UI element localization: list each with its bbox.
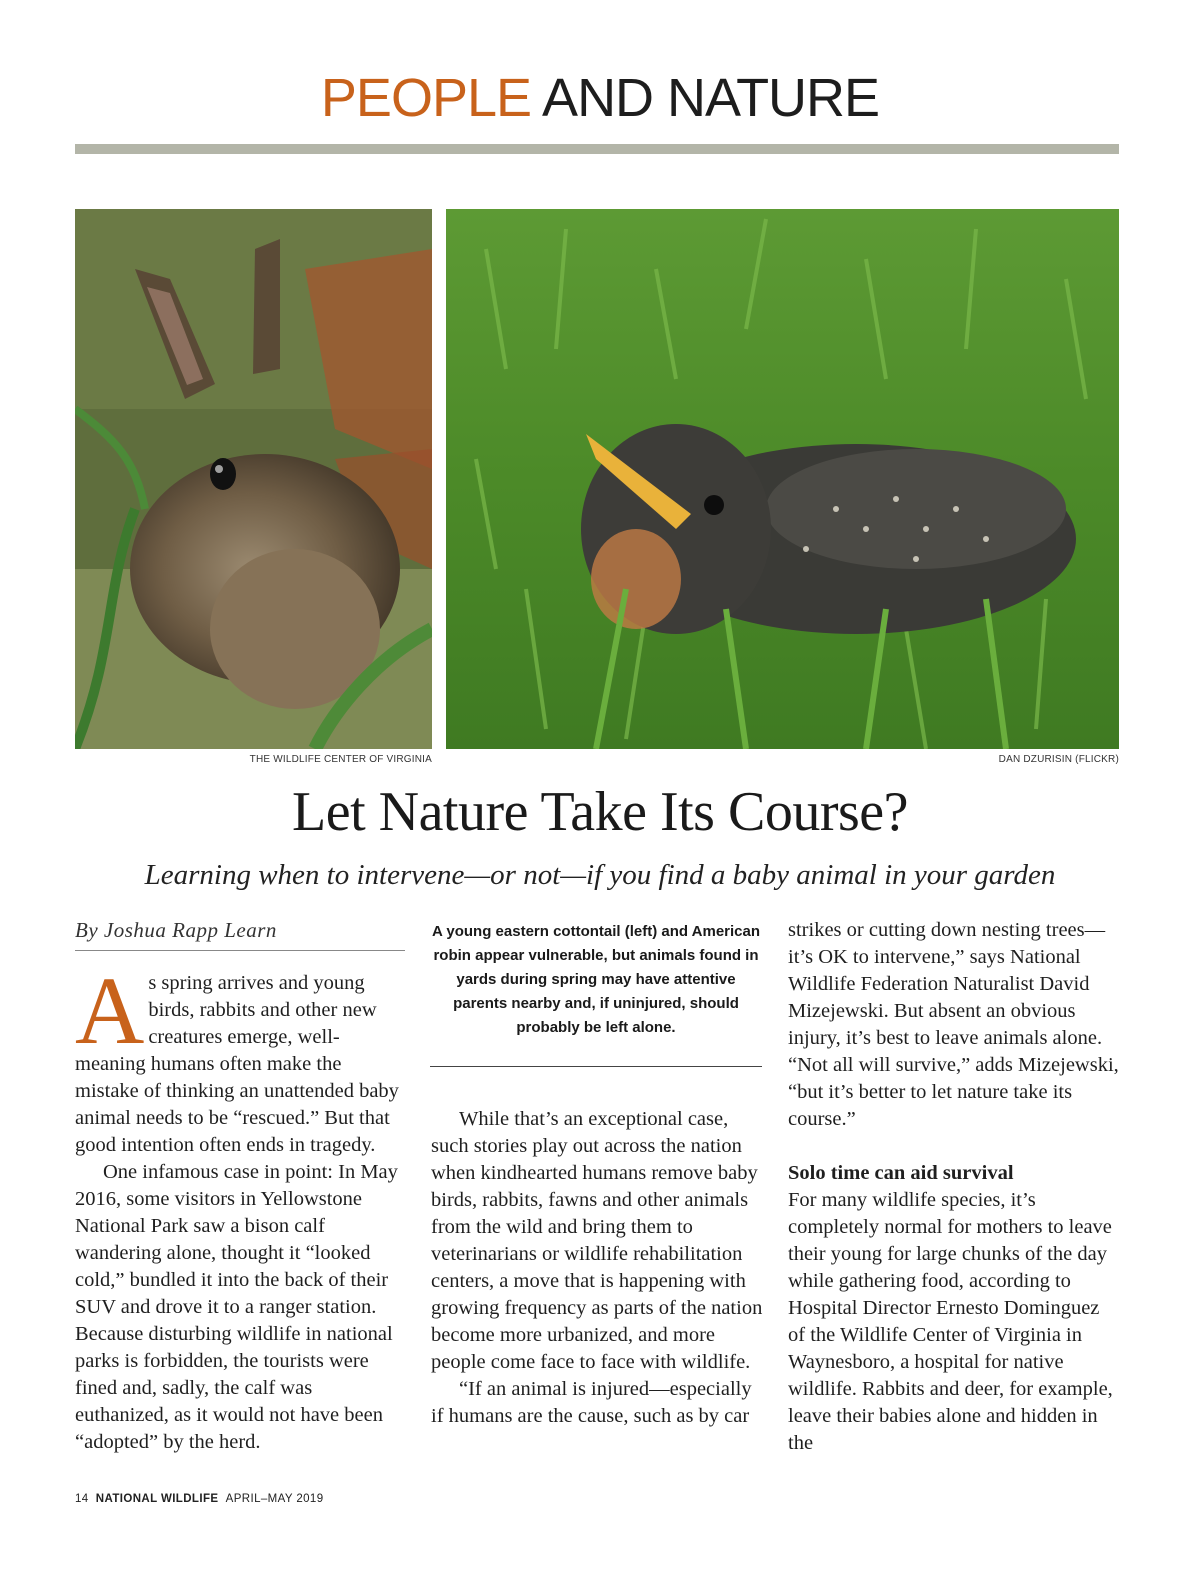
paragraph-3: While that’s an exceptional case, such stories play out across the nation when kindhearted humans remove baby birds, rabbits, fawns and other animals from the wild and bring them to veterinarians or wildlife rehabilitation centers, a move that is happening with growing frequency as parts of the nation become more urbanized, and more people come face to face with wildlife. <box>431 1108 763 1373</box>
body-column-1 <box>75 957 405 1456</box>
folio <box>75 1493 324 1505</box>
byline: By Joshua Rapp Learn <box>75 918 277 942</box>
issue-date: APRIL–MAY 2019 <box>225 1493 324 1505</box>
paragraph-2: One infamous case in point: In May 2016, some visitors in Yellowstone National Park saw a bison calf wandering alone, thought it “looked cold,” bundled it into the back of their SUV and drove it to a ranger station. Because disturbing wildlife in national parks is forbidden, the tourists were fined and, sadly, the calf was euthanized, as it would not have been “adopted” by the herd. <box>75 1161 398 1453</box>
subhead: Solo time can aid survival <box>788 1162 1014 1184</box>
headline: Let Nature Take Its Course? <box>292 781 908 843</box>
paragraph-5: For many wildlife species, it’s completely normal for mothers to leave their young for large chunks of the day while gathering food, according to Hospital Director Ernesto Dominguez of the Wildlife Center of Virginia in Waynesboro, a hospital for native wildlife. Rabbits and deer, for example, leave their babies alone and hidden in the <box>788 1189 1113 1454</box>
section-header-accent: PEOPLE <box>320 68 532 128</box>
section-header-rest: AND NATURE <box>542 68 880 128</box>
paragraph-4-continued: strikes or cutting down nesting trees—it’s OK to intervene,” says National Wildlife Federation Naturalist David Mizejewski. But absent an obvious injury, it’s best to leave animals alone. “Not all will survive,” adds Mizejewski, “but it’s better to let nature take its course.” <box>788 919 1119 1130</box>
drop-cap: A <box>75 957 145 1064</box>
rabbit-photo <box>75 209 432 749</box>
section-header <box>0 62 1200 134</box>
body-column-2 <box>431 1106 763 1430</box>
photo-credit-left: THE WILDLIFE CENTER OF VIRGINIA <box>249 754 432 765</box>
body-column-3 <box>788 917 1120 1457</box>
robin-photo <box>446 209 1119 749</box>
paragraph-4: “If an animal is injured—especially if humans are the cause, such as by car <box>431 1378 752 1427</box>
byline-rule <box>75 950 405 951</box>
caption-rule <box>430 1066 762 1067</box>
paragraph-1: s spring arrives and young birds, rabbits and other new creatures emerge, well-meaning humans often make the mistake of thinking an unattended baby animal needs to be “rescued.” But that good intention often ends in tragedy. <box>75 972 399 1156</box>
header-rule <box>75 144 1119 154</box>
magazine-name: NATIONAL WILDLIFE <box>95 1493 219 1505</box>
deck: Learning when to intervene—or not—if you find a baby animal in your garden <box>144 859 1056 891</box>
photo-credit-right: DAN DZURISIN (FLICKR) <box>998 754 1119 765</box>
page-number: 14 <box>75 1493 89 1505</box>
photo-caption: A young eastern cottontail (left) and American robin appear vulnerable, but animals found in yards during spring may have attentive parents nearby and, if uninjured, should probably be left alone. <box>431 923 761 1036</box>
